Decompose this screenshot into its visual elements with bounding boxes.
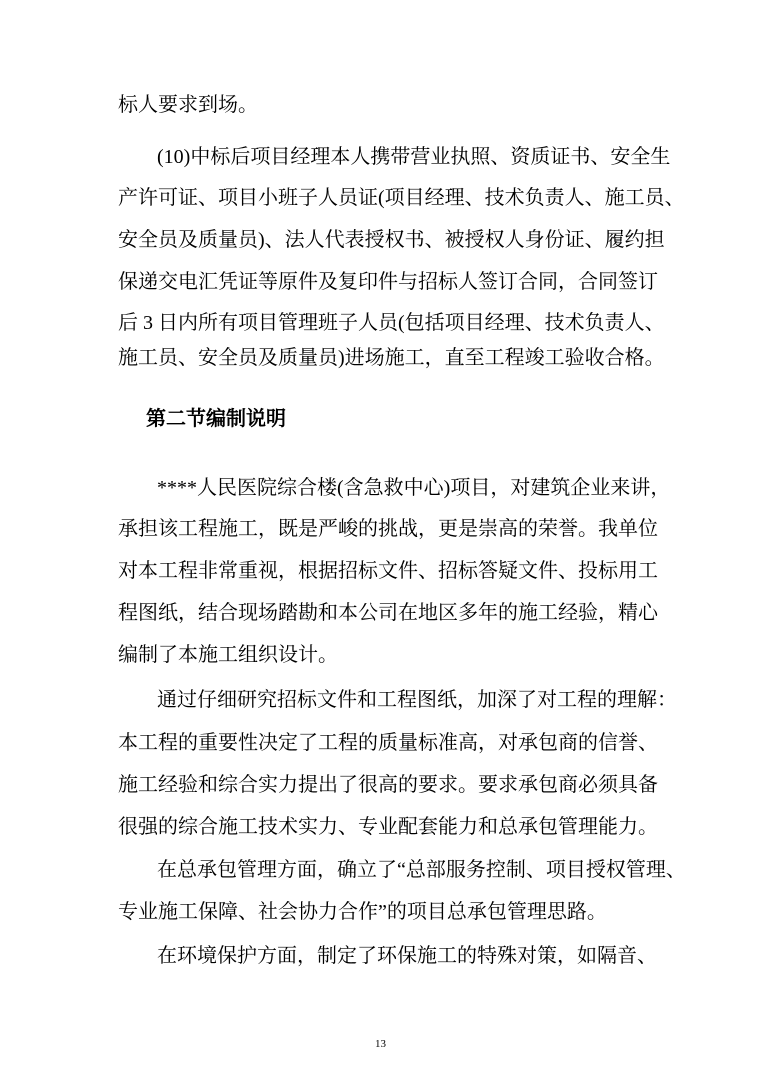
text-line: 保递交电汇凭证等原件及复印件与招标人签订合同，合同签订 (118, 271, 658, 293)
text-line: 通过仔细研究招标文件和工程图纸，加深了对工程的理解： (157, 689, 677, 711)
page-number: 13 (375, 1038, 386, 1050)
text-line: 在环境保护方面，制定了环保施工的特殊对策，如隔音、 (157, 945, 657, 967)
text-line: 对本工程非常重视，根据招标文件、招标答疑文件、投标用工 (118, 560, 658, 582)
text-line: 标人要求到场。 (118, 94, 258, 116)
text-line: 编制了本施工组织设计。 (118, 644, 338, 666)
text-line: 承担该工程施工，既是严峻的挑战，更是崇高的荣誉。我单位 (118, 518, 658, 540)
section-heading: 第二节编制说明 (146, 406, 286, 430)
text-line: 本工程的重要性决定了工程的质量标准高，对承包商的信誉、 (118, 732, 658, 754)
text-line: ****人民医院综合楼(含急救中心)项目，对建筑企业来讲， (157, 477, 671, 499)
text-line: 产许可证、项目小班子人员证(项目经理、技术负责人、施工员、 (118, 187, 685, 209)
text-line: 很强的综合施工技术实力、专业配套能力和总承包管理能力。 (118, 816, 658, 838)
text-line: 施工员、安全员及质量员)进场施工，直至工程竣工验收合格。 (118, 347, 665, 369)
text-line: 施工经验和综合实力提出了很高的要求。要求承包商必须具备 (118, 774, 658, 796)
text-line: 专业施工保障、社会协力合作”的项目总承包管理思路。 (118, 901, 607, 923)
text-line: (10)中标后项目经理本人携带营业执照、资质证书、安全生 (157, 146, 671, 168)
text-line: 安全员及质量员)、法人代表授权书、被授权人身份证、履约担 (118, 229, 665, 251)
text-line: 在总承包管理方面，确立了“总部服务控制、项目授权管理、 (157, 859, 686, 881)
text-line: 程图纸，结合现场踏勘和本公司在地区多年的施工经验，精心 (118, 602, 658, 624)
text-line: 后 3 日内所有项目管理班子人员(包括项目经理、技术负责人、 (118, 312, 665, 334)
